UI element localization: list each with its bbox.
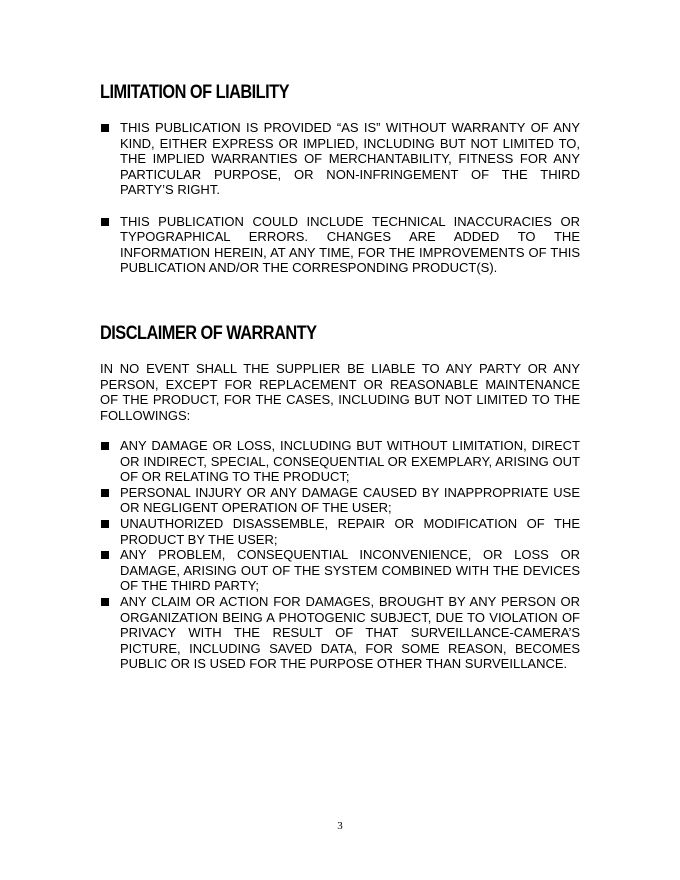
list-item-text: PERSONAL INJURY OR ANY DAMAGE CAUSED BY INAPPROPRIATE USE OR NEGLIGENT OPERATION OF THE USER; <box>120 484 580 516</box>
list-item-text: THIS PUBLICATION IS PROVIDED “AS IS” WITHOUT WARRANTY OF ANY KIND, EITHER EXPRESS OR IMPLIED, INCLUDING BUT NOT LIMITED TO, THE IMPLIED WARRANTIES OF MERCHANTABILITY, FITNESS FOR ANY PARTICULAR PURPOSE, OR NON-INFRINGEMENT OF THE THIRD PARTY’S RIGHT. <box>120 120 580 198</box>
square-bullet-icon <box>101 598 109 606</box>
list-item-text: UNAUTHORIZED DISASSEMBLE, REPAIR OR MODIFICATION OF THE PRODUCT BY THE USER; <box>120 515 580 547</box>
list-item <box>100 438 580 485</box>
square-bullet-icon <box>101 520 109 528</box>
list-item <box>100 214 580 276</box>
disclaimer-of-warranty-list <box>100 438 580 672</box>
square-bullet-icon <box>101 442 109 450</box>
disclaimer-of-warranty-heading: DISCLAIMER OF WARRANTY <box>100 323 317 344</box>
page-number: 3 <box>337 820 343 832</box>
list-item <box>100 485 580 516</box>
list-item-text: ANY PROBLEM, CONSEQUENTIAL INCONVENIENCE, OR LOSS OR DAMAGE, ARISING OUT OF THE SYSTEM COMBINED WITH THE DEVICES OF THE THIRD PARTY; <box>120 547 580 594</box>
limitation-of-liability-list <box>100 120 580 276</box>
square-bullet-icon <box>101 551 109 559</box>
list-item <box>100 516 580 547</box>
square-bullet-icon <box>101 489 109 497</box>
square-bullet-icon <box>101 218 109 226</box>
list-item <box>100 547 580 594</box>
list-item-text: THIS PUBLICATION COULD INCLUDE TECHNICAL INACCURACIES OR TYPOGRAPHICAL ERRORS. CHANGES ARE ADDED TO THE INFORMATION HEREIN, AT ANY TIME, FOR THE IMPROVEMENTS OF THIS PUBLICATION AND/OR THE CORRESPONDING PRODUCT(S). <box>120 213 580 276</box>
list-item-text: ANY CLAIM OR ACTION FOR DAMAGES, BROUGHT BY ANY PERSON OR ORGANIZATION BEING A PHOTOGENIC SUBJECT, DUE TO VIOLATION OF PRIVACY WITH THE RESULT OF THAT SURVEILLANCE-CAMERA’S PICTURE, INCLUDING SAVED DATA, FOR SOME REASON, BECOMES PUBLIC OR IS USED FOR THE PURPOSE OTHER THAN SURVEILLANCE. <box>120 593 580 672</box>
square-bullet-icon <box>101 124 109 132</box>
list-item <box>100 120 580 198</box>
list-item-text: ANY DAMAGE OR LOSS, INCLUDING BUT WITHOUT LIMITATION, DIRECT OR INDIRECT, SPECIAL, CONSEQUENTIAL OR EXEMPLARY, ARISING OUT OF OR RELATING TO THE PRODUCT; <box>120 438 580 485</box>
list-item <box>100 594 580 672</box>
limitation-of-liability-heading: LIMITATION OF LIABILITY <box>100 82 290 103</box>
disclaimer-intro-paragraph: IN NO EVENT SHALL THE SUPPLIER BE LIABLE TO ANY PARTY OR ANY PERSON, EXCEPT FOR REPLACEMENT OR REASONABLE MAINTENANCE OF THE PRODUCT, FOR THE CASES, INCLUDING BUT NOT LIMITED TO THE FOLLOWINGS: <box>100 361 580 423</box>
